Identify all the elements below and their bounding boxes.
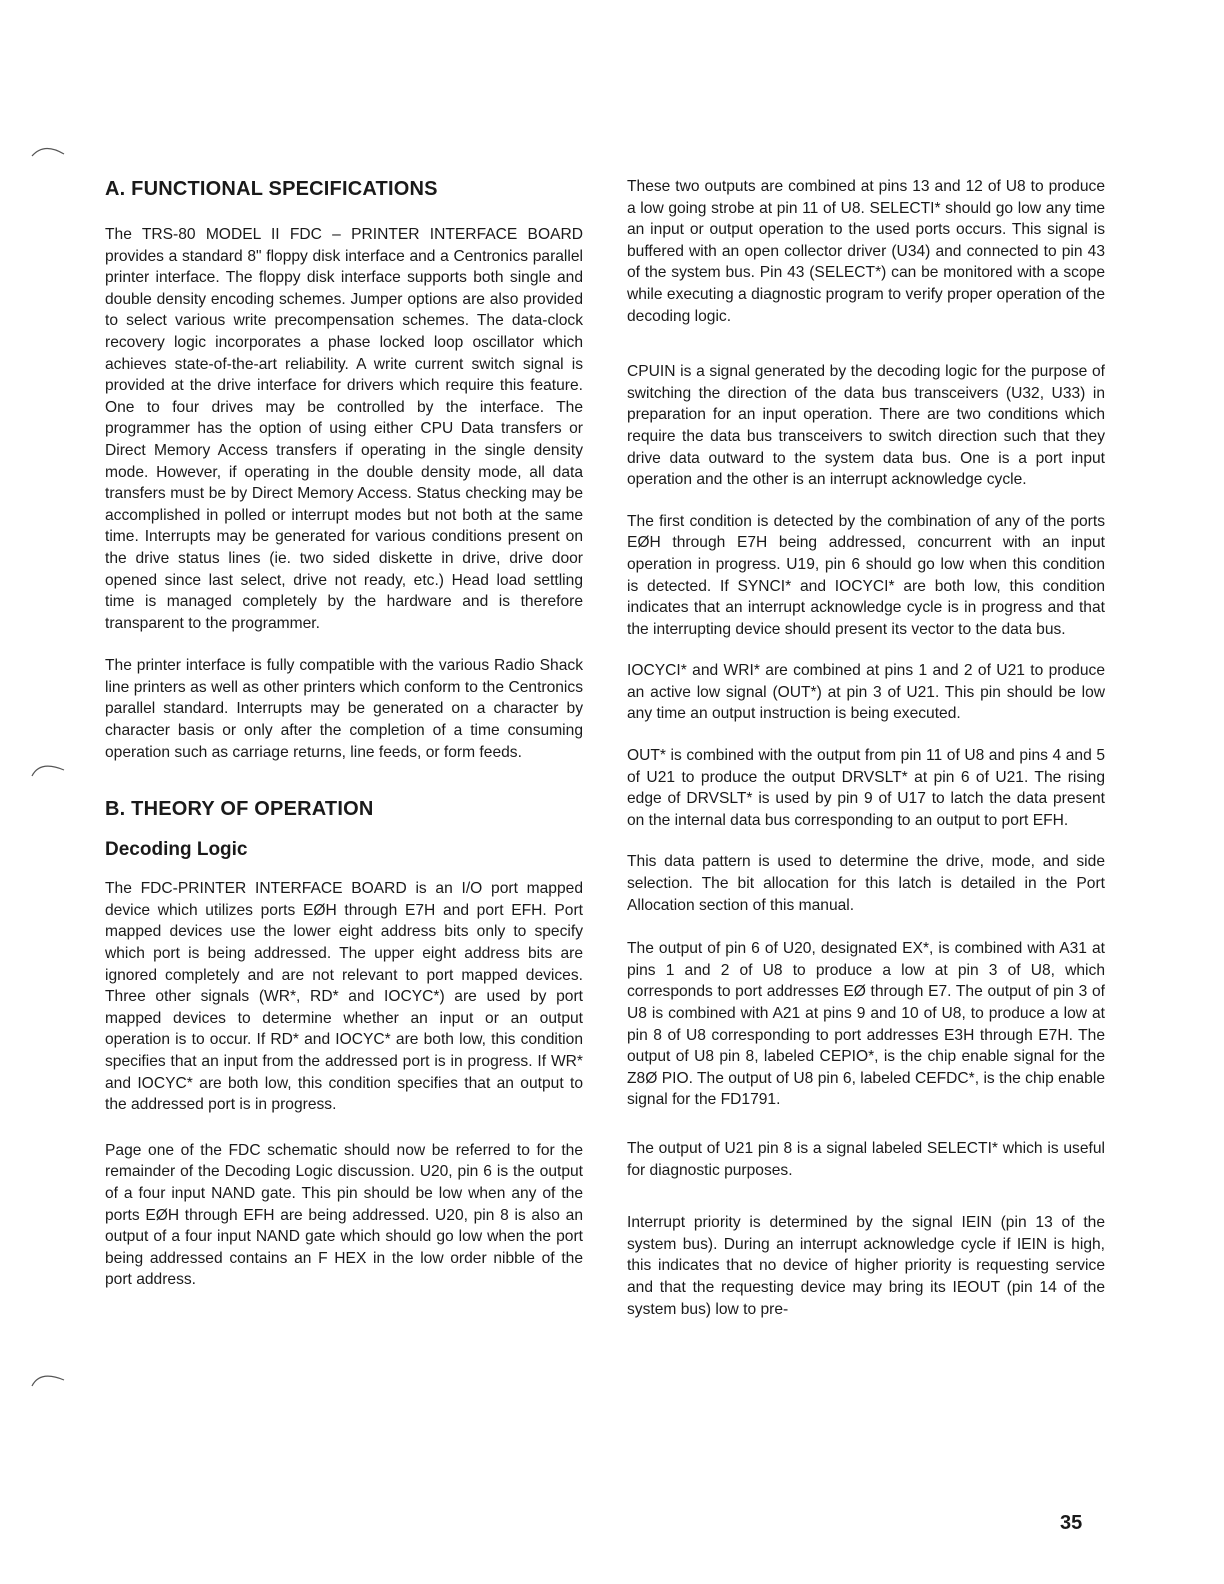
right-paragraph-3: The first condition is detected by the combination of any of the ports EØH through E7H being addressed, concurrent with an input operation in progress. U19, pin 6 should go low when this condition is detected. If SYNCI* and IOCYCI* are both low, this condition indicates that an interrupt acknowledge cycle is in progress and that the interrupting device should present its vector to the data bus. [627,512,1105,638]
section-a-paragraph-1: The TRS-80 MODEL II FDC – PRINTER INTERFACE BOARD provides a standard 8" floppy disk interface and a Centronics parallel printer interface. The floppy disk interface supports both single and double density encoding schemes. Jumper options are also provided to select various write precompensation schemes. The data-clock recovery logic incorporates a phase locked loop oscillator which achieves state-of-the-art reliability. A write current switch signal is provided at the drive interface for drivers which require this feature. One to four drives may be controlled by the interface. The programmer has the option of using either CPU Data transfers or Direct Memory Access transfers if operating in the single density mode. However, if operating in the double density mode, all data transfers must be by Direct Memory Access. Status checking may be accomplished in polled or interrupt modes but not both at the same time. Interrupts may be generated for various conditions present on the drive status lines (ie. two sided diskette in drive, drive door opened since last select, drive not ready, etc.) Head load settling time is managed completely by the hardware and is therefore transparent to the programmer. [105,226,583,632]
right-paragraph-4: IOCYCI* and WRI* are combined at pins 1 and 2 of U21 to produce an active low signal (OUT*) at pin 3 of U21. This pin should be low any time an output instruction is being executed. [627,662,1105,723]
section-a-paragraph-2: The printer interface is fully compatible with the various Radio Shack line printers as well as other printers which conform to the Centronics parallel standard. Interrupts may be generated on a character by character basis or only after the completion of a time consuming operation such as carriage returns, line feeds, or form feeds. [105,657,583,761]
right-paragraph-6: This data pattern is used to determine the drive, mode, and side selection. The bit allocation for this latch is detailed in the Port Allocation section of this manual. [627,853,1105,914]
decoding-logic-heading: Decoding Logic [105,839,248,861]
right-paragraph-5: OUT* is combined with the output from pin 11 of U8 and pins 4 and 5 of U21 to produce the output DRVSLT* at pin 6 of U21. The rising edge of DRVSLT* is used by pin 9 of U17 to latch the data present on the internal data bus corresponding to an output to port EFH. [627,747,1105,829]
margin-mark [30,758,70,778]
left-column [105,176,583,1291]
section-b-heading: B. THEORY OF OPERATION [105,798,374,821]
decoding-paragraph-2: Page one of the FDC schematic should now be referred to for the remainder of the Decoding Logic discussion. U20, pin 6 is the output of a four input NAND gate. This pin should be low when any of the ports EØH through EFH are being addressed. U20, pin 8 is also an output of a four input NAND gate which should go low when the port being addressed contains an F HEX in the low order nibble of the port address. [105,1141,583,1289]
section-a-heading: A. FUNCTIONAL SPECIFICATIONS [105,178,438,200]
margin-mark [30,140,70,160]
right-paragraph-8: The output of U21 pin 8 is a signal labeled SELECTI* which is useful for diagnostic purposes. [627,1139,1105,1179]
right-paragraph-9: Interrupt priority is determined by the signal IEIN (pin 13 of the system bus). During an interrupt acknowledge cycle if IEIN is high, this indicates that no device of higher priority is requesting service and that the requesting device may bring its IEOUT (pin 14 of the system bus) low to pre- [627,1214,1105,1318]
page-number: 35 [1060,1512,1083,1534]
margin-mark [30,1368,70,1388]
right-paragraph-7: The output of pin 6 of U20, designated EX*, is combined with A31 at pins 1 and 2 of U8 to produce a low at pin 3 of U8, which corresponds to port addresses EØ through E7. The output of pin 3 of U8 is combined with A21 at pins 9 and 10 of U8, to produce a low at pin 8 of U8 corresponding to port addresses E3H through E7H. The output of U8 pin 8, labeled CEPIO*, is the chip enable signal for the Z8Ø PIO. The output of U8 pin 6, labeled CEFDC*, is the chip enable signal for the FD1791. [627,940,1105,1109]
right-column [627,176,1105,1320]
right-paragraph-1: These two outputs are combined at pins 13 and 12 of U8 to produce a low going strobe at pin 11 of U8. SELECTI* should go low any time an input or output operation to the used ports occurs. This signal is buffered with an open collector driver (U34) and connected to pin 43 of the system bus. Pin 43 (SELECT*) can be monitored with a scope while executing a diagnostic program to verify proper operation of the decoding logic. [627,178,1105,325]
right-paragraph-2: CPUIN is a signal generated by the decoding logic for the purpose of switching the direction of the data bus transceivers (U32, U33) in preparation for an input operation. There are two conditions which require the data bus transceivers to switch direction such that they drive data outward to the system data bus. One is a port input operation and the other is an interrupt acknowledge cycle. [627,363,1105,489]
decoding-paragraph-1: The FDC-PRINTER INTERFACE BOARD is an I/O port mapped device which utilizes ports EØH through E7H and port EFH. Port mapped devices use the lower eight address bits only to specify which port is being addressed. The upper eight address bits are ignored completely and are not relevant to port mapped devices. Three other signals (WR*, RD* and IOCYC*) are used by port mapped devices to determine whether an input or an output operation is to occur. If RD* and IOCYC* are both low, this condition specifies that an input from the addressed port is in progress. If WR* and IOCYC* are both low, this condition specifies that an output to the addressed port is in progress. [105,880,583,1114]
